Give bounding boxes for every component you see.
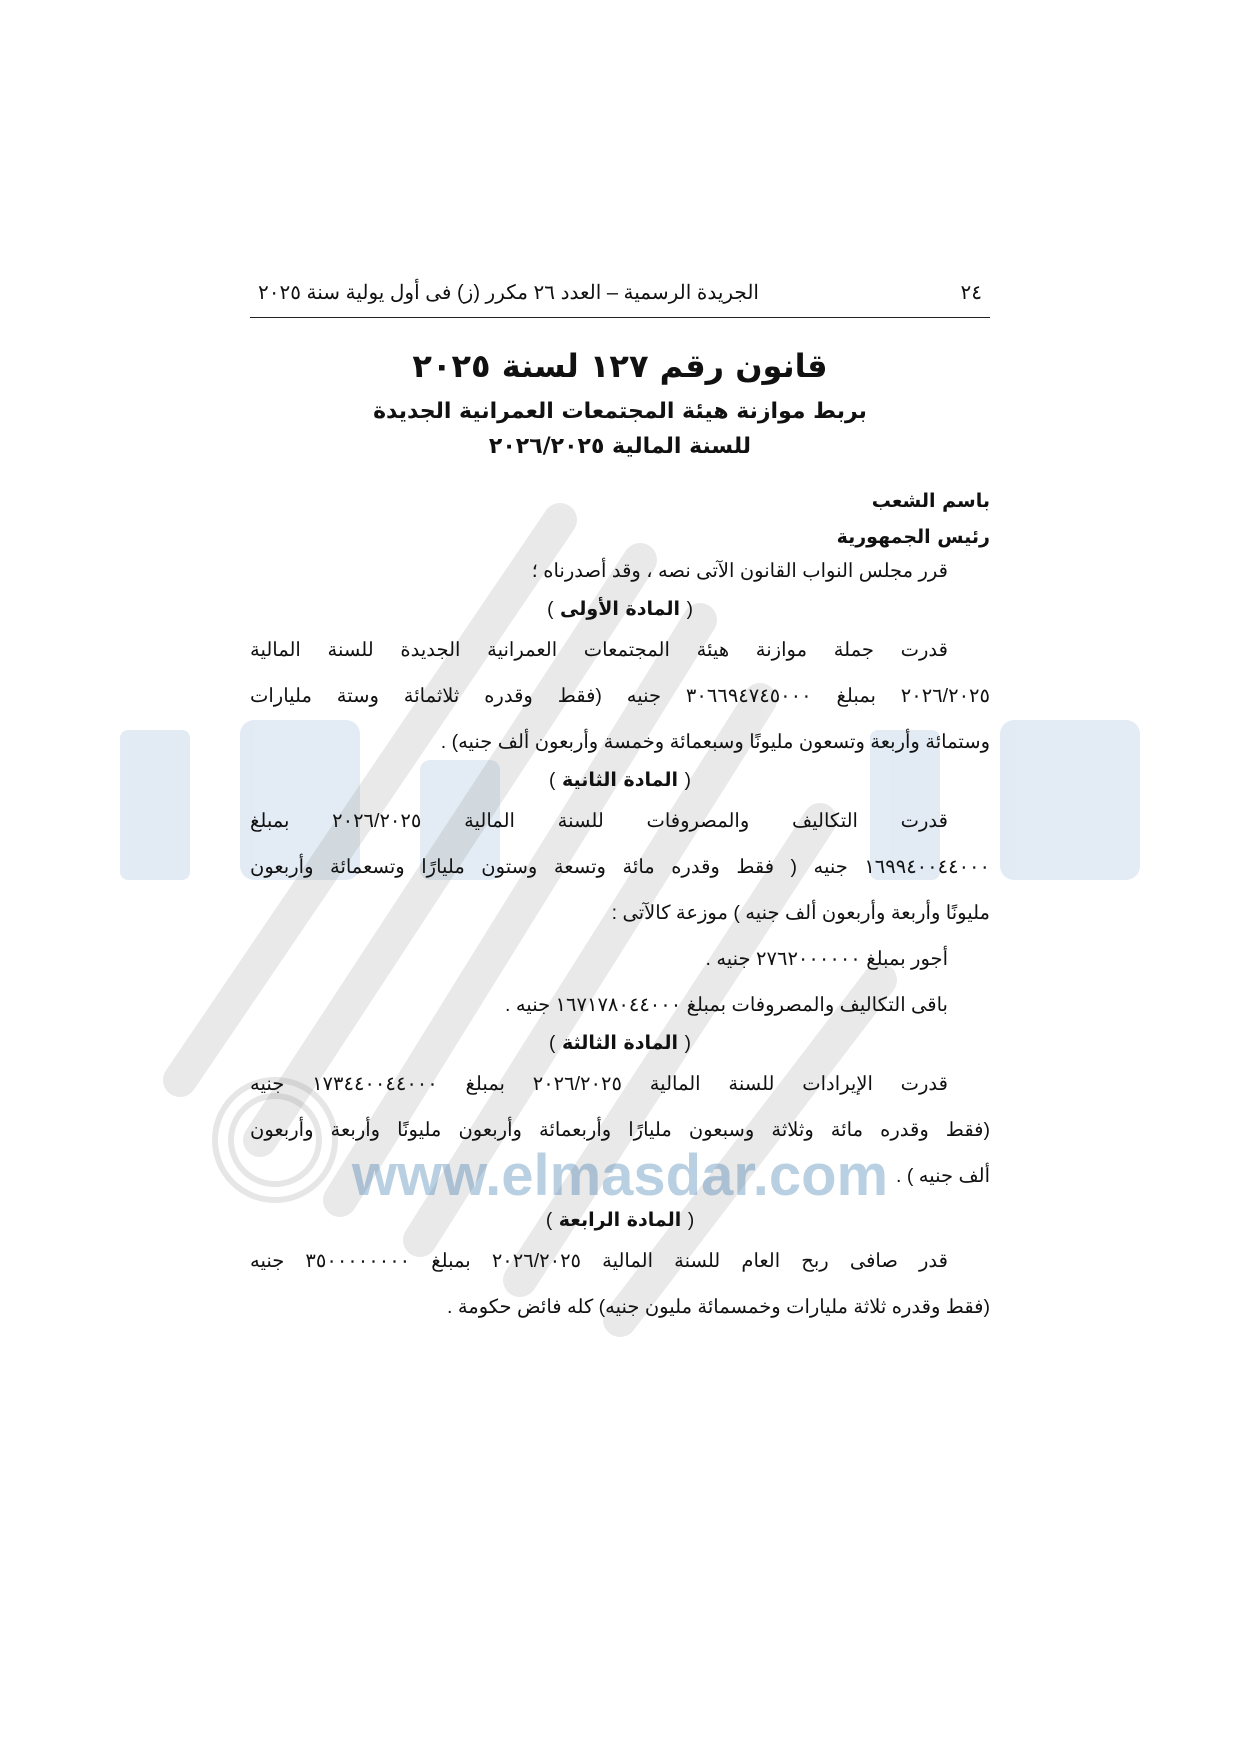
article-3-line-1: قدرت الإيرادات للسنة المالية ٢٠٢٦/٢٠٢٥ بمبلغ ١٧٣٤٤٠٠٤٤٠٠٠ جنيه [250, 1072, 948, 1095]
page-header [250, 280, 990, 318]
article-2-line-4: أجور بمبلغ ٢٧٦٢٠٠٠٠٠٠ جنيه . [705, 947, 948, 970]
article-1-line-1: قدرت جملة موازنة هيئة المجتمعات العمرانية الجديدة للسنة المالية [250, 638, 948, 661]
law-title: قانون رقم ١٢٧ لسنة ٢٠٢٥ [412, 347, 828, 385]
article-4-line-1: قدر صافى ربح العام للسنة المالية ٢٠٢٦/٢٠٢٥ بمبلغ ٣٥٠٠٠٠٠٠٠٠ جنيه [250, 1249, 948, 1272]
article-4-line-2: (فقط وقدره ثلاثة مليارات وخمسمائة مليون جنيه) كله فائض حكومة . [446, 1295, 990, 1318]
article-1-heading: ( المادة الأولى ) [547, 597, 693, 620]
article-2-title: المادة الثانية [561, 768, 679, 791]
article-1-line-3: وستمائة وأربعة وتسعون مليونًا وسبعمائة وخمسة وأربعون ألف جنيه) . [440, 730, 990, 753]
law-title-block [250, 346, 990, 464]
article-2-line-2: ١٦٩٩٤٠٠٤٤٠٠٠ جنيه ( فقط وقدره مائة وتسعة وستون مليارًا وتسعمائة وأربعون [250, 855, 990, 878]
article-3-line-2: (فقط وقدره مائة وثلاثة وسبعون مليارًا وأربعمائة وأربعون مليونًا وأربعة وأربعون [250, 1118, 990, 1141]
law-subtitle-line2: للسنة المالية ٢٠٢٦/٢٠٢٥ [488, 433, 752, 459]
watermark-url: www.elmasdar.com [351, 1143, 889, 1208]
article-3-heading: ( المادة الثالثة ) [549, 1031, 691, 1054]
article-4-heading: ( المادة الرابعة ) [545, 1208, 695, 1231]
preamble-intro: قرر مجلس النواب القانون الآتى نصه ، وقد أصدرناه ؛ [531, 559, 948, 582]
in-the-name-of-people: باسم الشعب [871, 489, 990, 512]
running-title: الجريدة الرسمية – العدد ٢٦ مكرر (ز) فى أول يولية سنة ٢٠٢٥ [258, 282, 759, 304]
article-2-line-1: قدرت التكاليف والمصروفات للسنة المالية ٢٠٢٦/٢٠٢٥ بمبلغ [250, 809, 948, 832]
article-2-line-5: باقى التكاليف والمصروفات بمبلغ ١٦٧١٧٨٠٤٤٠٠٠ جنيه . [505, 993, 948, 1016]
article-1-line-2: ٢٠٢٦/٢٠٢٥ بمبلغ ٣٠٦٦٩٤٧٤٥٠٠٠ جنيه (فقط وقدره ثلاثمائة وستة مليارات [250, 684, 990, 707]
article-4-title: المادة الرابعة [558, 1208, 682, 1231]
article-3-line-3: ألف جنيه ) . [896, 1164, 990, 1187]
document-page [250, 280, 990, 1330]
president-heading: رئيس الجمهورية [836, 525, 990, 548]
law-subtitle-line1: بربط موازنة هيئة المجتمعات العمرانية الجديدة [373, 398, 867, 424]
article-2-heading: ( المادة الثانية ) [549, 768, 691, 791]
article-1-title: المادة الأولى [560, 597, 680, 620]
article-3-title: المادة الثالثة [561, 1031, 679, 1054]
page-number: ٢٤ [960, 282, 982, 304]
article-2-line-3: مليونًا وأربعة وأربعون ألف جنيه ) موزعة كالآتى : [611, 901, 990, 924]
